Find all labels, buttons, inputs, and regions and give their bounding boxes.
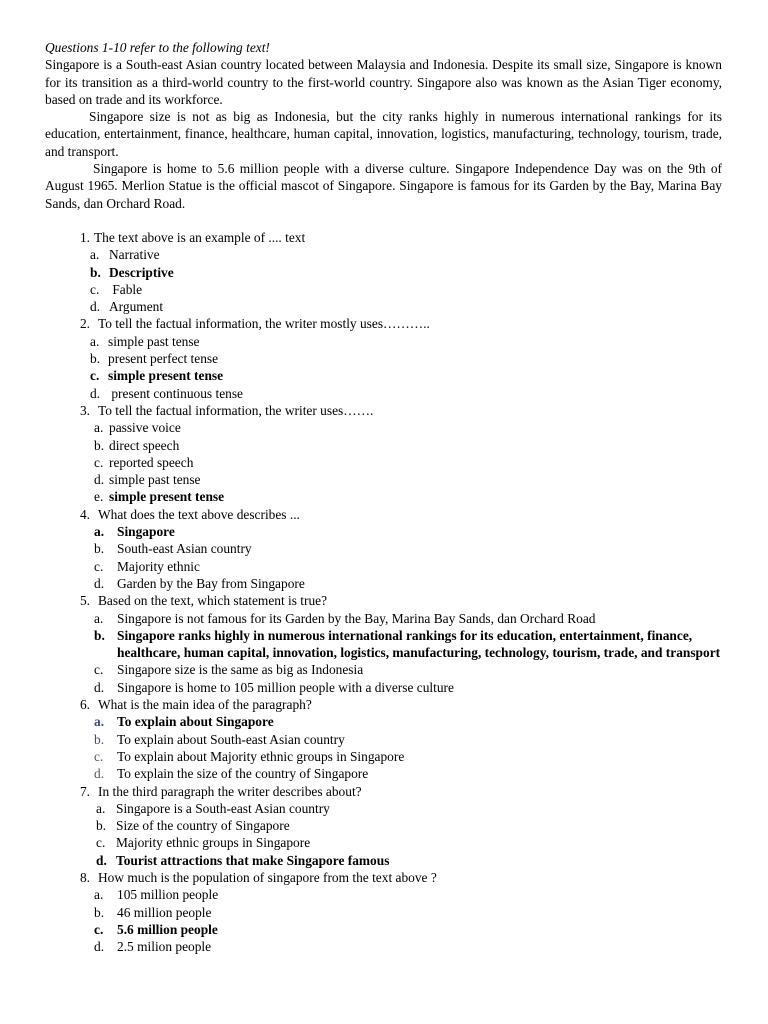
option-text: Argument bbox=[109, 299, 164, 315]
option-letter: c. bbox=[94, 921, 104, 937]
option-c bbox=[96, 834, 722, 851]
option-c bbox=[94, 661, 722, 678]
question-text: How much is the population of singapore from the text above ? bbox=[98, 869, 437, 885]
question-5 bbox=[45, 592, 722, 696]
option-text: Majority ethnic groups in Singapore bbox=[116, 835, 311, 851]
question-text: To tell the factual information, the writer uses……. bbox=[98, 402, 374, 418]
option-text: simple past tense bbox=[108, 333, 200, 349]
option-text: simple present tense bbox=[108, 368, 224, 384]
option-c-answer bbox=[90, 367, 722, 384]
option-letter: c. bbox=[94, 454, 104, 470]
option-letter: b. bbox=[94, 437, 105, 453]
option-d bbox=[94, 575, 722, 592]
option-text: To explain about Majority ethnic groups in Singapore bbox=[117, 748, 405, 764]
option-letter: d. bbox=[94, 766, 105, 782]
instructions-heading: Questions 1-10 refer to the following text! bbox=[45, 40, 270, 55]
question-number: 5. bbox=[79, 593, 90, 609]
option-letter: b. bbox=[94, 904, 105, 920]
question-number: 7. bbox=[79, 783, 90, 799]
option-letter: b. bbox=[90, 264, 101, 280]
option-letter: d. bbox=[90, 385, 101, 401]
option-text: present continuous tense bbox=[108, 385, 243, 401]
option-text: Singapore is not famous for its Garden by the Bay, Marina Bay Sands, dan Orchard Road bbox=[117, 610, 596, 626]
option-text: Majority ethnic bbox=[117, 558, 200, 574]
option-d bbox=[90, 298, 722, 315]
paragraph-2: Singapore size is not as big as Indonesia, but the city ranks highly in numerous international rankings for its education, entertainment, finance, healthcare, human capital, innovation, logistics, manufacturing, technology, tourism, trade, and transport. bbox=[45, 109, 722, 159]
option-a bbox=[94, 419, 722, 436]
option-text: Singapore bbox=[117, 524, 175, 540]
question-number: 2. bbox=[79, 316, 90, 332]
question-text: To tell the factual information, the writer mostly uses……….. bbox=[98, 316, 430, 332]
option-a bbox=[90, 246, 722, 263]
option-text: To explain about South-east Asian country bbox=[117, 731, 345, 747]
option-e-answer bbox=[94, 488, 722, 505]
option-text: Descriptive bbox=[109, 264, 174, 280]
option-letter: c. bbox=[94, 748, 104, 764]
option-a-answer bbox=[94, 523, 722, 540]
option-letter: a. bbox=[94, 524, 105, 540]
option-text: Size of the country of Singapore bbox=[116, 818, 290, 834]
option-letter: d. bbox=[94, 472, 105, 488]
option-text: 2.5 milion people bbox=[117, 939, 212, 955]
question-text: The text above is an example of .... text bbox=[94, 230, 306, 245]
option-text: simple past tense bbox=[109, 472, 201, 488]
option-d bbox=[94, 938, 722, 955]
option-letter: a. bbox=[96, 800, 106, 816]
option-text: Tourist attractions that make Singapore famous bbox=[116, 852, 390, 868]
option-c bbox=[90, 281, 722, 298]
option-text: direct speech bbox=[109, 437, 180, 453]
option-letter: a. bbox=[94, 420, 104, 436]
option-b bbox=[90, 350, 722, 367]
option-text: present perfect tense bbox=[108, 351, 219, 367]
paragraph-1: Singapore is a South-east Asian country located between Malaysia and Indonesia. Despite its small size, Singapore is known for its transition as a third-world country to the first-world country. Singapore also was known as the Asian Tiger economy, based on trade and its workforce. bbox=[45, 57, 722, 107]
option-letter: a. bbox=[94, 887, 104, 903]
option-c-answer bbox=[94, 921, 722, 938]
question-text: What is the main idea of the paragraph? bbox=[98, 697, 312, 713]
option-text: Singapore ranks highly in numerous international rankings for its education, entertainment, finance, healthcare, human capital, innovation, logistics, manufacturing, technology, tourism, trade, and transport bbox=[117, 627, 721, 661]
option-d bbox=[90, 385, 722, 402]
option-letter: b. bbox=[94, 541, 105, 557]
question-2 bbox=[45, 315, 722, 401]
option-d bbox=[94, 765, 722, 782]
option-letter: b. bbox=[90, 351, 101, 367]
question-7 bbox=[45, 783, 722, 869]
option-letter: d. bbox=[94, 575, 105, 591]
option-b-answer bbox=[90, 264, 722, 281]
question-text: What does the text above describes ... bbox=[98, 506, 300, 522]
option-text: 46 million people bbox=[117, 904, 212, 920]
option-letter: b. bbox=[94, 731, 105, 747]
option-b bbox=[94, 904, 722, 921]
question-text: Based on the text, which statement is true? bbox=[98, 593, 328, 609]
option-text: Singapore is a South-east Asian country bbox=[116, 800, 330, 816]
option-text: 5.6 million people bbox=[117, 921, 218, 937]
question-list bbox=[45, 229, 722, 955]
question-6 bbox=[45, 696, 722, 782]
option-letter: e. bbox=[94, 489, 104, 505]
option-text: passive voice bbox=[109, 420, 181, 436]
option-a bbox=[96, 800, 722, 817]
option-text: Singapore size is the same as big as Indonesia bbox=[117, 662, 364, 678]
option-letter: a. bbox=[94, 714, 105, 730]
option-text: Singapore is home to 105 million people with a diverse culture bbox=[117, 679, 454, 695]
option-letter: b. bbox=[94, 627, 105, 643]
option-text: To explain about Singapore bbox=[117, 714, 274, 730]
option-c bbox=[94, 558, 722, 575]
option-text: reported speech bbox=[109, 454, 194, 470]
question-number: 8. bbox=[79, 869, 90, 885]
option-b bbox=[94, 540, 722, 557]
reading-passage bbox=[45, 39, 722, 212]
option-c bbox=[94, 748, 722, 765]
paragraph-3: Singapore is home to 5.6 million people with a diverse culture. Singapore Independence Day was on the 9th of August 1965. Merlion Statue is the official mascot of Singapore. Singapore is famous for its Garden by the Bay, Marina Bay Sands, dan Orchard Road. bbox=[45, 161, 722, 211]
question-text: In the third paragraph the writer describes about? bbox=[98, 783, 362, 799]
option-text: simple present tense bbox=[109, 489, 225, 505]
option-letter: c. bbox=[90, 368, 100, 384]
option-letter: a. bbox=[94, 610, 104, 626]
question-1 bbox=[45, 229, 722, 315]
option-letter: d. bbox=[96, 852, 107, 868]
option-text: 105 million people bbox=[117, 887, 219, 903]
option-text: South-east Asian country bbox=[117, 541, 252, 557]
option-letter: b. bbox=[96, 818, 107, 834]
option-letter: c. bbox=[94, 558, 104, 574]
option-b bbox=[96, 817, 722, 834]
option-a bbox=[90, 333, 722, 350]
option-letter: a. bbox=[90, 333, 100, 349]
option-letter: d. bbox=[94, 679, 105, 695]
question-4 bbox=[45, 506, 722, 592]
option-b bbox=[94, 437, 722, 454]
question-8 bbox=[45, 869, 722, 955]
option-text: To explain the size of the country of Singapore bbox=[117, 766, 369, 782]
question-number: 6. bbox=[79, 697, 90, 713]
question-number: 3. bbox=[79, 402, 90, 418]
option-b bbox=[94, 731, 722, 748]
option-letter: c. bbox=[90, 281, 100, 297]
question-3 bbox=[45, 402, 722, 506]
option-text: Narrative bbox=[109, 247, 160, 263]
option-letter: c. bbox=[94, 662, 104, 678]
option-d bbox=[94, 471, 722, 488]
option-d bbox=[94, 679, 722, 696]
option-letter: a. bbox=[90, 247, 100, 263]
option-text: Garden by the Bay from Singapore bbox=[117, 575, 305, 591]
option-c bbox=[94, 454, 722, 471]
option-letter: d. bbox=[90, 299, 101, 315]
question-number: 1. bbox=[79, 230, 90, 245]
option-b-answer bbox=[94, 627, 722, 662]
question-number: 4. bbox=[79, 506, 90, 522]
option-a bbox=[94, 886, 722, 903]
option-a bbox=[94, 610, 722, 627]
option-letter: d. bbox=[94, 939, 105, 955]
option-text: Fable bbox=[109, 281, 143, 297]
option-d-answer bbox=[96, 852, 722, 869]
option-a-answer bbox=[94, 713, 722, 730]
option-letter: c. bbox=[96, 835, 106, 851]
